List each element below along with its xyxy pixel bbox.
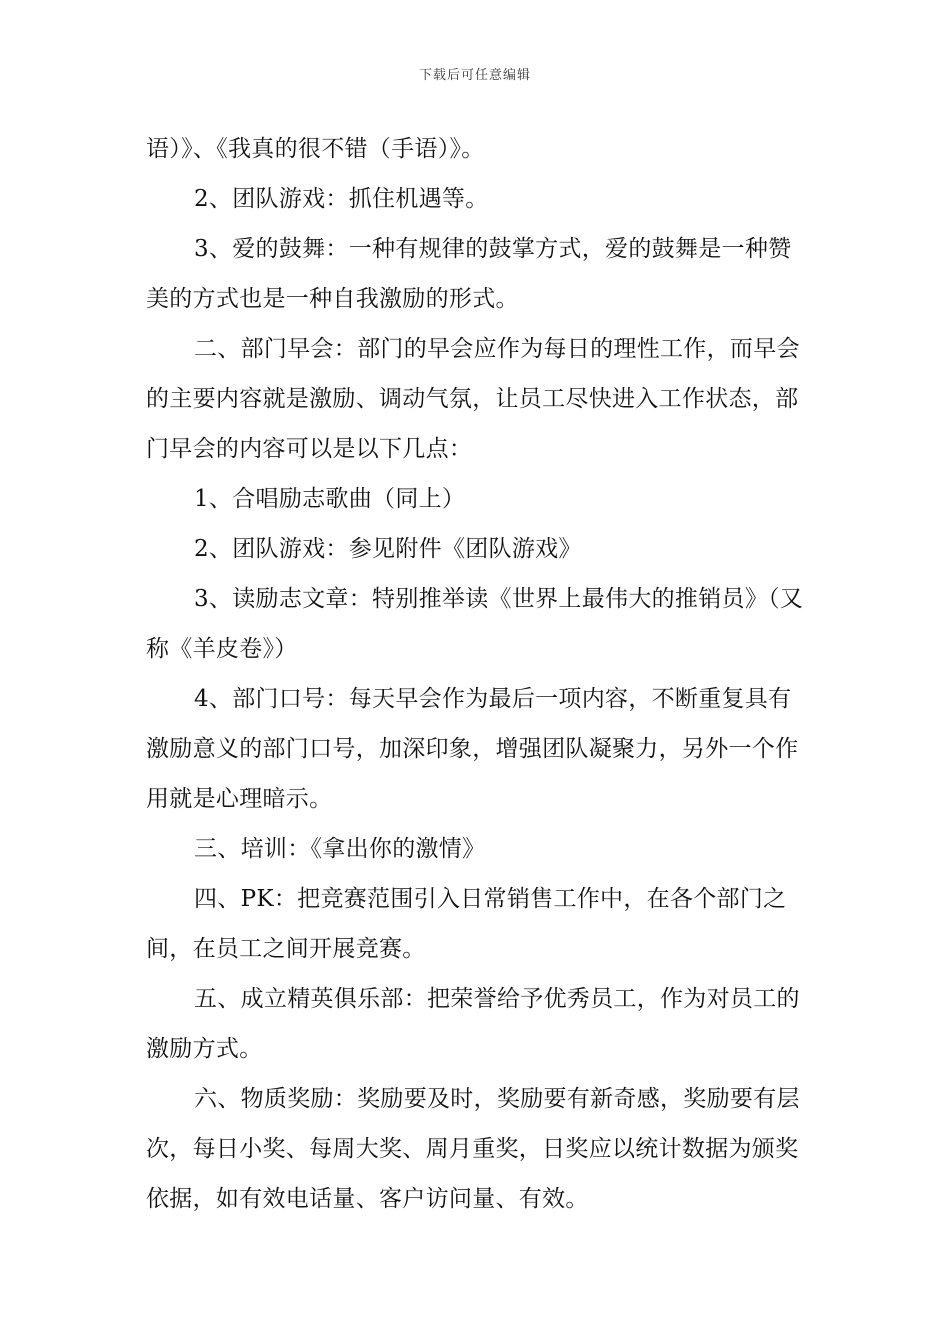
paragraph-3: 3、爱的鼓舞：一种有规律的鼓掌方式，爱的鼓舞是一种赞美的方式也是一种自我激励的形式。 xyxy=(146,236,792,312)
paragraph-12: 六、物质奖励：奖励要及时，奖励要有新奇感，奖励要有层次，每日小奖、每周大奖、周月重奖，日奖应以统计数据为颁奖依据，如有效电话量、客户访问量、有效。 xyxy=(146,1086,800,1212)
paragraph-9: 三、培训：《拿出你的激情》 xyxy=(194,836,486,862)
paragraph-10: 四、PK：把竞赛范围引入日常销售工作中，在各个部门之间，在员工之间开展竞赛。 xyxy=(146,886,787,962)
paragraph-2: 2、团队游戏：抓住机遇等。 xyxy=(194,186,489,212)
paragraph-8: 4、部门口号：每天早会作为最后一项内容，不断重复具有激励意义的部门口号，加深印象，增强团队凝聚力，另外一个作用就是心理暗示。 xyxy=(146,686,799,812)
document-body xyxy=(146,124,814,1224)
paragraph-5: 1、合唱励志歌曲（同上） xyxy=(194,486,466,512)
paragraph-1: 语）》、《我真的很不错（手语）》。 xyxy=(146,136,485,162)
paragraph-11: 五、成立精英俱乐部：把荣誉给予优秀员工，作为对员工的激励方式。 xyxy=(146,986,800,1062)
page-header: 下载后可任意编辑 xyxy=(418,68,531,83)
paragraph-7: 3、读励志文章：特别推举读《世界上最伟大的推销员》（又称《羊皮卷》） xyxy=(146,586,804,662)
paragraph-6: 2、团队游戏：参见附件《团队游戏》 xyxy=(194,536,582,562)
paragraph-4: 二、部门早会：部门的早会应作为每日的理性工作，而早会的主要内容就是激励、调动气氛，让员工尽快进入工作状态，部门早会的内容可以是以下几点： xyxy=(146,336,800,462)
